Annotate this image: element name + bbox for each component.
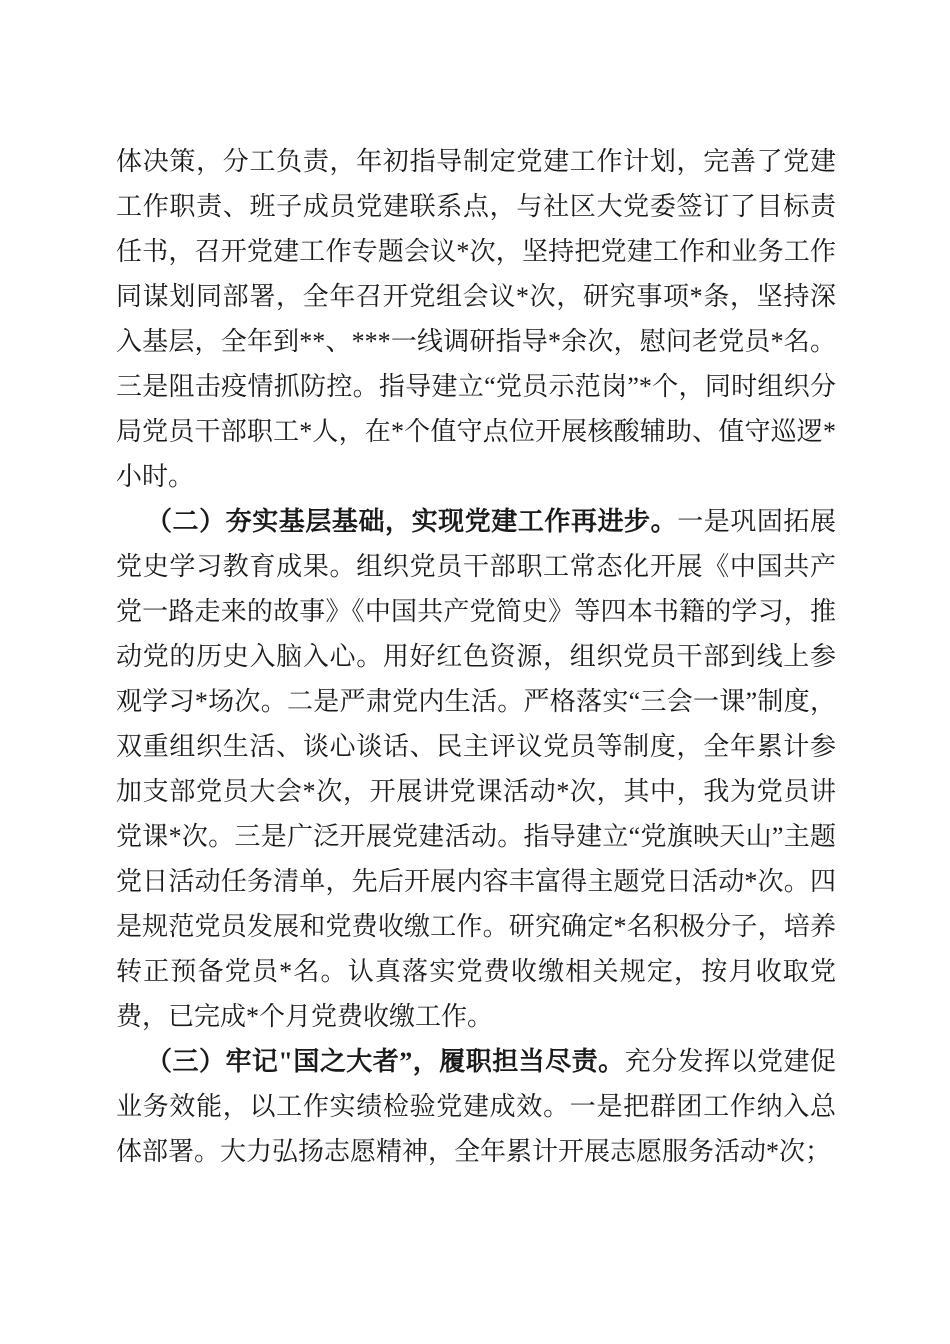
paragraph-heading: （三）牢记"国之大者”，履职担当尽责。 [146, 1047, 625, 1076]
paragraph-text: 充分发挥以党建促业务效能，以工作实绩检验党建成效。一是把群团工作纳入总体部署。大力弘扬志愿精神，全年累计开展志愿服务活动*次； [116, 1047, 836, 1166]
paragraph-text: 一是巩固拓展党史学习教育成果。组织党员干部职工常态化开展《中国共产党一路走来的故事》《中国共产党简史》等四本书籍的学习，推动党的历史入脑入心。用好红色资源，组织党员干部到线上参观学习*场次。二是严肃党内生活。严格落实“三会一课”制度，双重组织生活、谈心谈话、民主评议党员等制度，全年累计参加支部党员大会*次，开展讲党课活动*次，其中，我为党员讲党课*次。三是广泛开展党建活动。指导建立“党旗映天山”主题党日活动任务清单，先后开展内容丰富得主题党日活动*次。四是规范党员发展和党费收缴工作。研究确定*名积极分子，培养转正预备党员*名。认真落实党费收缴相关规定，按月收取党费，已完成*个月党费收缴工作。 [116, 507, 836, 1031]
paragraph [116, 139, 836, 499]
paragraph-heading: （二）夯实基层基础，实现党建工作再进步。 [146, 507, 678, 536]
document-body [116, 139, 836, 1174]
paragraph [116, 499, 836, 1039]
paragraph [116, 1039, 836, 1174]
paragraph-text: 体决策，分工负责，年初指导制定党建工作计划，完善了党建工作职责、班子成员党建联系点，与社区大党委签订了目标责任书，召开党建工作专题会议*次，坚持把党建工作和业务工作同谋划同部署，全年召开党组会议*次，研究事项*条，坚持深入基层，全年到**、***一线调研指导*余次，慰问老党员*名。三是阻击疫情抓防控。指导建立“党员示范岗”*个，同时组织分局党员干部职工*人，在*个值守点位开展核酸辅助、值守巡逻*小时。 [116, 147, 836, 491]
